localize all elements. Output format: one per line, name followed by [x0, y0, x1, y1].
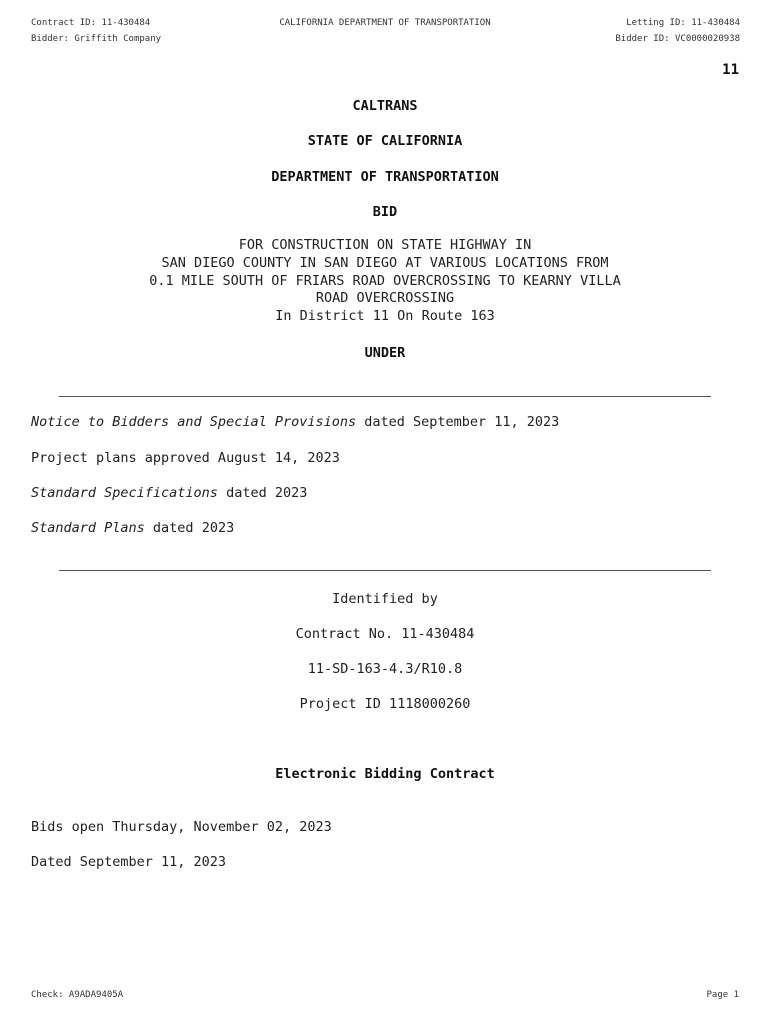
header-right — [615, 17, 740, 49]
contract-type: Electronic Bidding Contract — [275, 766, 495, 782]
under-heading: UNDER — [364, 345, 406, 361]
notice-date: dated September 11, 2023 — [356, 414, 560, 430]
title-bid: BID — [372, 204, 398, 220]
contract-number: Contract No. 11-430484 — [295, 626, 475, 642]
description-line: FOR CONSTRUCTION ON STATE HIGHWAY IN — [238, 237, 532, 253]
notice-reference — [31, 413, 559, 431]
check-code: Check: A9ADA9405A — [31, 990, 124, 1000]
bids-open: Bids open Thursday, November 02, 2023 — [31, 819, 332, 835]
notice-title: Notice to Bidders and Special Provisions — [31, 414, 357, 430]
agency-label: CALIFORNIA DEPARTMENT OF TRANSPORTATION — [279, 18, 491, 28]
bidder-id-label: Bidder ID: VC0000020938 — [615, 34, 740, 44]
standard-plans-date: dated 2023 — [144, 520, 235, 536]
divider — [59, 570, 711, 571]
dated: Dated September 11, 2023 — [31, 854, 227, 870]
standard-plans-title: Standard Plans — [31, 520, 145, 536]
title-state: STATE OF CALIFORNIA — [307, 133, 463, 149]
plans-reference: Project plans approved August 14, 2023 — [31, 450, 340, 466]
location-code: 11-SD-163-4.3/R10.8 — [307, 661, 463, 677]
specs-reference — [31, 484, 307, 502]
title-caltrans: CALTRANS — [352, 98, 418, 114]
description-line: In District 11 On Route 163 — [275, 308, 495, 325]
specs-title: Standard Specifications — [31, 485, 218, 501]
divider — [59, 396, 711, 397]
identified-by: Identified by — [332, 591, 438, 607]
project-description — [0, 237, 770, 326]
project-id: Project ID 1118000260 — [299, 696, 471, 712]
description-line: 0.1 MILE SOUTH OF FRIARS ROAD OVERCROSSING TO KEARNY VILLA — [149, 272, 621, 289]
bidder-label: Bidder: Griffith Company — [31, 34, 162, 44]
specs-date: dated 2023 — [217, 485, 308, 501]
title-department: DEPARTMENT OF TRANSPORTATION — [271, 169, 499, 185]
page-number: 11 — [722, 62, 739, 78]
description-line: SAN DIEGO COUNTY IN SAN DIEGO AT VARIOUS LOCATIONS FROM — [161, 254, 609, 271]
description-line: ROAD OVERCROSSING — [315, 290, 455, 307]
contract-id-label: Contract ID: 11-430484 — [31, 18, 151, 28]
letting-id-label: Letting ID: 11-430484 — [626, 18, 740, 28]
standard-plans-reference — [31, 519, 234, 537]
footer-page-number: Page 1 — [706, 990, 739, 1000]
